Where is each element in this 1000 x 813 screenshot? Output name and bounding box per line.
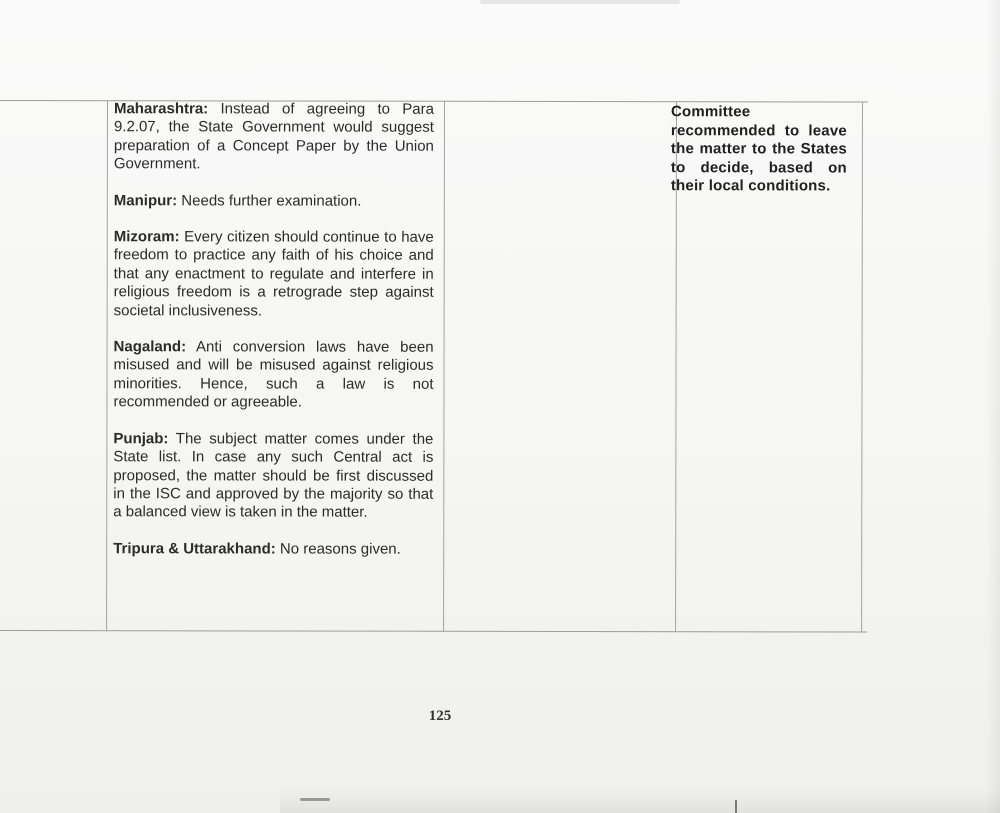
state-name: Tripura & Uttarakhand: <box>113 539 276 558</box>
state-entry-mizoram <box>114 228 434 321</box>
column-divider-1 <box>106 100 108 631</box>
state-entry-tripura-uttarakhand <box>113 540 433 559</box>
scan-mark <box>735 800 737 813</box>
state-view-text: Anti conversion laws have been misused and will be misused against religious minorities. Hence, such a law is not recommended or agreeable. <box>113 338 434 411</box>
committee-decision: Committee recommended to leave the matter to the States to decide, based on their local conditions. <box>670 103 847 195</box>
state-name: Maharashtra: <box>113 100 209 118</box>
column-divider-2 <box>443 101 445 632</box>
report-table <box>0 97 868 634</box>
table-bottom-border <box>0 630 867 633</box>
state-view-text: Every citizen should continue to have freedom to practice any faith of his choice and that any enactment to regulate and interfere in religious freedom is a retrograde step against societal inclusiveness. <box>113 228 434 320</box>
state-entry-manipur <box>114 192 434 211</box>
state-view-text: Instead of agreeing to Para 9.2.07, the State Government would suggest preparation of a Concept Paper by the Union Government. <box>113 100 435 173</box>
state-entry-maharashtra <box>114 100 434 174</box>
state-view-text: No reasons given. <box>279 540 401 558</box>
state-view-text: The subject matter comes under the State list. In case any such Central act is proposed, the matter should be first discussed in the ISC and approved by the majority so that a balanced view is taken in the matter. <box>113 429 434 521</box>
state-name: Punjab: <box>113 429 169 447</box>
state-entry-punjab <box>113 430 433 523</box>
scan-artifact-top <box>480 0 680 4</box>
page-number: 125 <box>428 708 452 724</box>
state-views-column <box>113 100 434 577</box>
scan-mark <box>300 798 330 801</box>
state-name: Manipur: <box>113 191 178 209</box>
state-name: Nagaland: <box>113 338 187 356</box>
page-edge-shadow <box>986 0 1000 813</box>
state-view-text: Needs further examination. <box>181 191 362 210</box>
scan-artifact-bottom <box>280 790 1000 813</box>
table-right-border <box>861 102 863 633</box>
state-entry-nagaland <box>113 338 433 412</box>
state-name: Mizoram: <box>113 228 180 246</box>
